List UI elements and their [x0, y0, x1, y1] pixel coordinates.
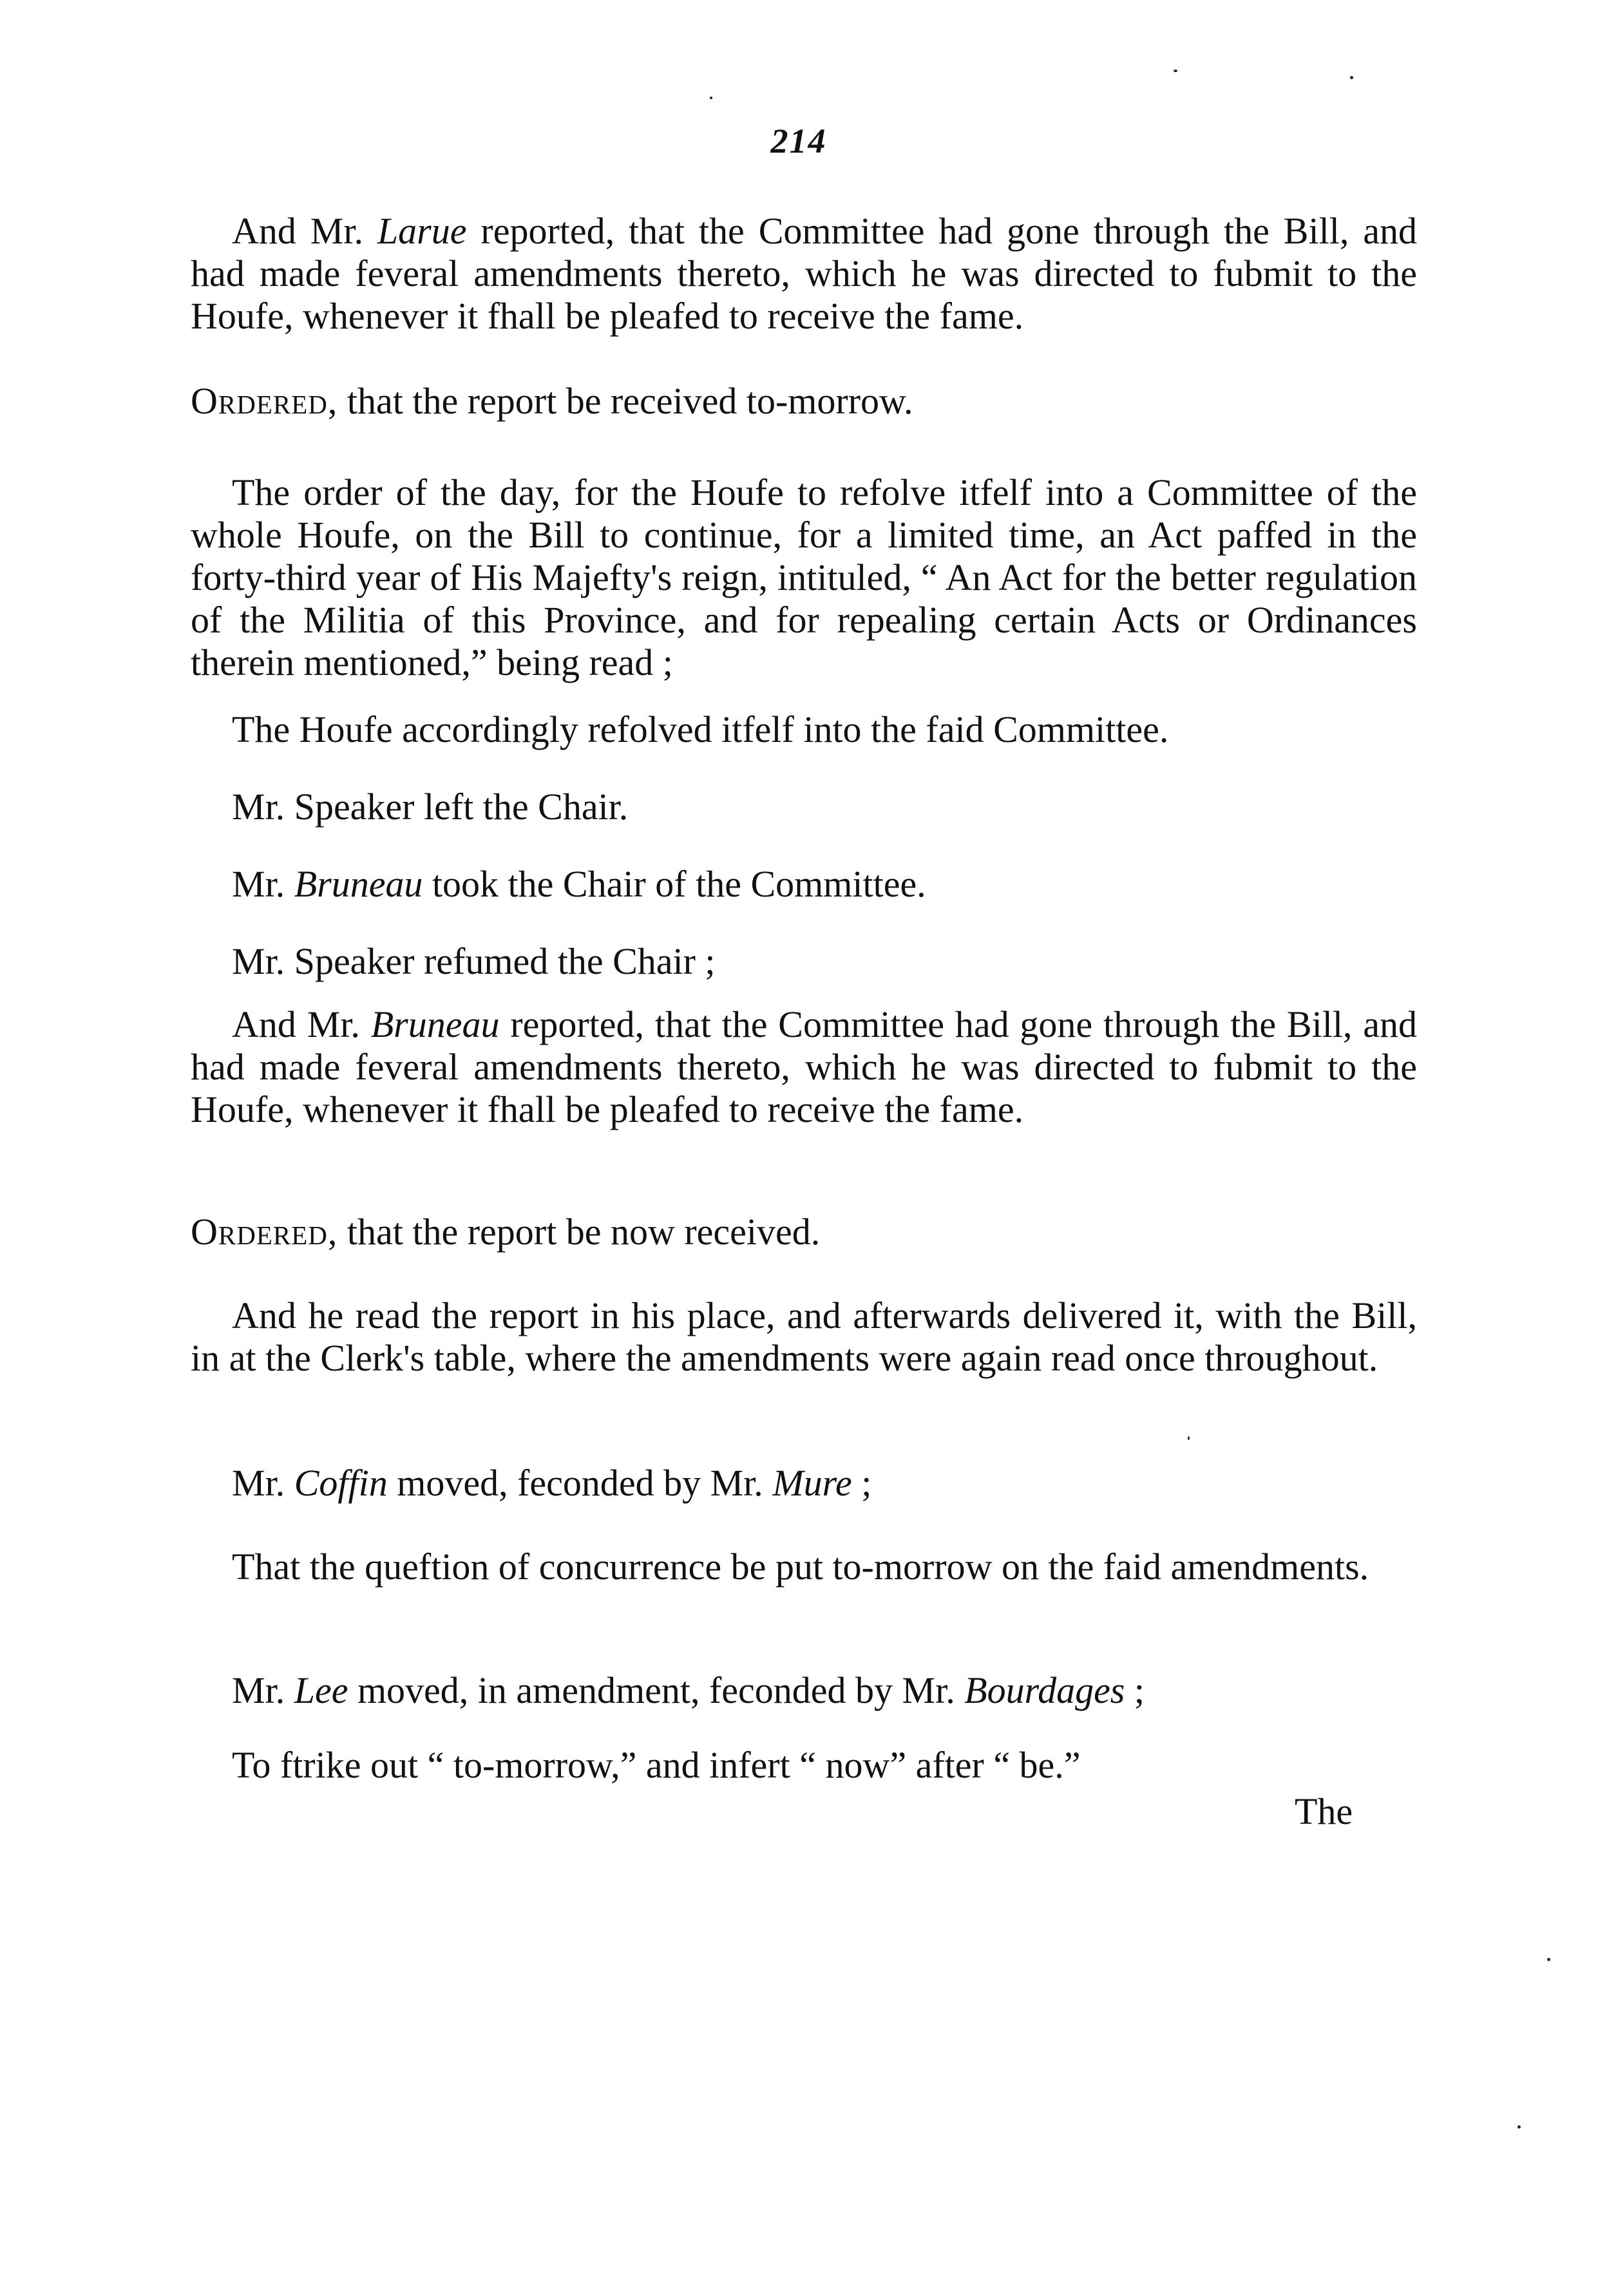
- page-number: 214: [770, 122, 827, 160]
- paragraph-question-concurrence: That the queftion of concurrence be put to-morrow on the faid amendments.: [232, 1546, 1369, 1588]
- paragraph-text: took the Chair of the Committee.: [423, 863, 926, 905]
- paragraph-house-resolved: The Houfe accordingly refolved itfelf into the faid Committee.: [232, 708, 1169, 750]
- scan-speck: [710, 97, 712, 99]
- ordered-label: Ordered,: [191, 380, 338, 422]
- paragraph-text: And Mr.: [232, 1003, 371, 1045]
- paragraph-text: that the report be received to-morrow.: [338, 380, 913, 422]
- scan-speck: [1517, 2125, 1521, 2129]
- member-name: Bruneau: [294, 863, 423, 905]
- catchword: The: [1295, 1790, 1353, 1832]
- paragraph-text: that the report be now received.: [338, 1211, 821, 1253]
- scan-speck: [1174, 70, 1177, 72]
- paragraph-speaker-resumed: Mr. Speaker refumed the Chair ;: [232, 940, 716, 982]
- paragraph-ordered-tomorrow: [191, 380, 1417, 422]
- member-name: Mure: [772, 1462, 852, 1504]
- member-name: Bourdages: [964, 1669, 1125, 1711]
- member-name: Larue: [377, 210, 467, 252]
- paragraph-text: reported, that the Committee had gone through the Bill, and had made feveral amendments thereto, which he was directed to fubmit to the Houfe, whenever it fhall be pleafed to receive the fame.: [191, 210, 1417, 337]
- paragraph-ordered-now: [191, 1211, 1417, 1253]
- paragraph-text: And Mr.: [232, 210, 377, 252]
- paragraph-text: Mr.: [232, 1669, 294, 1711]
- paragraph-speaker-left: Mr. Speaker left the Chair.: [232, 786, 629, 828]
- paragraph-text: ;: [1125, 1669, 1145, 1711]
- scan-speck: [1188, 1436, 1190, 1440]
- ordered-label: Ordered,: [191, 1211, 338, 1253]
- paragraph-report-delivered: And he read the report in his place, and afterwards delivered it, with the Bill, in at the Clerk's table, where the amendments were again read once throughout.: [191, 1295, 1417, 1379]
- paragraph-larue-report: [191, 210, 1417, 337]
- scan-speck: [1547, 1958, 1550, 1961]
- paragraph-lee-motion: [191, 1669, 1417, 1712]
- paragraph-bruneau-chair: [191, 863, 1417, 906]
- paragraph-text: ;: [851, 1462, 872, 1504]
- paragraph-text: moved, feconded by Mr.: [387, 1462, 773, 1504]
- member-name: Lee: [294, 1669, 348, 1711]
- paragraph-order-of-day: The order of the day, for the Houfe to refolve itfelf into a Committee of the whole Houfe, on the Bill to continue, for a limited time, an Act paffed in the forty-third year of His Majefty's reign, intituled, “ An Act for the better regulation of the Militia of this Province, and for repealing certain Acts or Ordinances therein mentioned,” being read ;: [191, 471, 1417, 683]
- paragraph-text: Mr.: [232, 863, 294, 905]
- paragraph-text: Mr.: [232, 1462, 294, 1504]
- paragraph-text: moved, in amendment, feconded by Mr.: [348, 1669, 965, 1711]
- paragraph-strike-out: To ftrike out “ to-morrow,” and infert “ now” after “ be.”: [232, 1744, 1081, 1786]
- paragraph-coffin-motion: [191, 1462, 1417, 1504]
- member-name: Coffin: [294, 1462, 388, 1504]
- paragraph-bruneau-report: [191, 1003, 1417, 1131]
- member-name: Bruneau: [370, 1003, 500, 1045]
- paragraph-text: reported, that the Committee had gone through the Bill, and had made feveral amendments thereto, which he was directed to fubmit to the Houfe, whenever it fhall be pleafed to receive the fame.: [191, 1003, 1417, 1130]
- scan-speck: [1350, 76, 1353, 79]
